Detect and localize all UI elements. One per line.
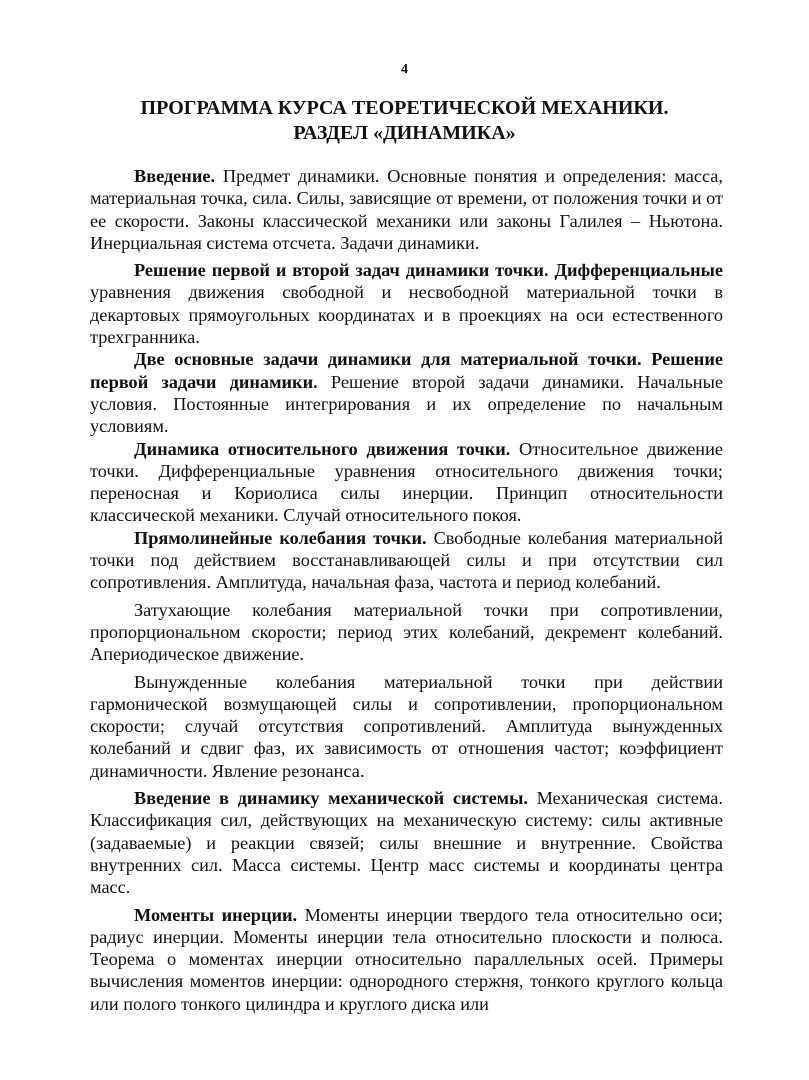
- paragraph-heading: Две основные задачи динамики для материальной точки. Решение первой задачи динамики.: [90, 349, 723, 392]
- paragraph-text: Моменты инерции твердого тела относительно оси; радиус инерции. Моменты инерции тела относительно плоскости и полюса. Теорема о моментах инерции относительно параллельных осей. Примеры вычисления моментов инерции: однородного стержня, тонкого круглого кольца или полого тонкого цилиндра и круглого диска или: [90, 904, 723, 1014]
- paragraph-two-main-problems: [90, 348, 723, 437]
- paragraph-heading: Моменты инерции.: [134, 904, 298, 925]
- paragraph-text: Предмет динамики. Основные понятия и определения: масса, материальная точка, сила. Силы, зависящие от времени, от положения точки и от ее скорости. Законы классической механики или законы Галилея – Ньютона. Инерциальная система отсчета. Задачи динамики.: [90, 166, 723, 253]
- paragraph-text: Вынужденные колебания материальной точки при действии гармонической возмущающей силы и сопротивлении, пропорциональном скорости; случай отсутствия сопротивлений. Амплитуда вынужденных колебаний и сдвиг фаз, их зависимость от отношения частот; коэффициент динамичности. Явление резонанса.: [90, 671, 723, 781]
- paragraph-text: Свободные колебания материальной точки под действием восстанавливающей силы и при отсутствии сил сопротивления. Амплитуда, начальная фаза, частота и период колебаний.: [90, 527, 723, 593]
- paragraph-system-dynamics: [90, 787, 723, 898]
- page-number: 4: [401, 62, 408, 77]
- paragraph-moments-of-inertia: [90, 904, 723, 1015]
- paragraph-relative-motion: [90, 438, 723, 527]
- paragraph-rectilinear-oscillations: [90, 527, 723, 594]
- paragraph-heading: Динамика относительного движения точки.: [134, 438, 511, 459]
- paragraph-text: уравнения движения свободной и несвободной материальной точки в декартовых прямоугольных координатах и в проекциях на оси естественного трехгранника.: [90, 282, 723, 348]
- paragraph-heading: Прямолинейные колебания точки.: [134, 527, 427, 548]
- paragraph-text: Затухающие колебания материальной точки при сопротивлении, пропорциональном скорости; период этих колебаний, декремент колебаний. Апериодическое движение.: [90, 599, 723, 665]
- paragraph-introduction: [90, 165, 723, 254]
- paragraph-text: Решение второй задачи динамики. Начальные условия. Постоянные интегрирования и их определение по начальным условиям.: [90, 371, 723, 437]
- paragraph-point-dynamics-problems: [90, 259, 723, 348]
- paragraph-text: Относительное движение точки. Дифференциальные уравнения относительного движения точки; переносная и Кориолиса силы инерции. Принцип относительности классической механики. Случай относительного покоя.: [90, 438, 723, 526]
- document-body: [90, 165, 723, 1015]
- title-line-2: РАЗДЕЛ «ДИНАМИКА»: [293, 122, 516, 144]
- paragraph-text: Механическая система. Классификация сил, действующих на механическую систему: силы активные (задаваемые) и реакции связей; силы внешние и внутренние. Свойства внутренних сил. Масса системы. Центр масс системы и координаты центра масс.: [90, 788, 723, 898]
- title-line-1: ПРОГРАММА КУРСА ТЕОРЕТИЧЕСКОЙ МЕХАНИКИ.: [140, 97, 669, 119]
- paragraph-heading: Введение.: [134, 166, 216, 186]
- paragraph-forced-oscillations: [90, 671, 723, 782]
- paragraph-heading: Введение в динамику механической системы.: [134, 788, 528, 809]
- paragraph-damped-oscillations: [90, 599, 723, 666]
- paragraph-heading: Решение первой и второй задач динамики точки. Дифференциальные: [134, 260, 723, 281]
- page-title: [80, 96, 729, 146]
